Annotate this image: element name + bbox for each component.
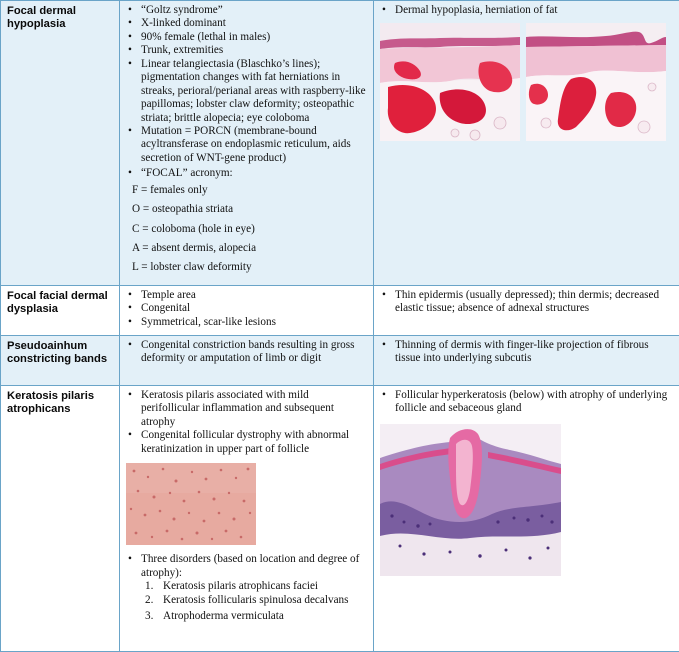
list-item: • Trunk, extremities (126, 44, 368, 57)
histology-list (380, 389, 674, 416)
condition-name: Pseudoainhum constricting bands (1, 336, 120, 386)
list-item: • Dermal hypoplasia, herniation of fat (380, 4, 674, 17)
list-item: • Congenital constriction bands resulting in gross deformity or amputation of limb or digit (126, 339, 368, 366)
list-number: 1. (145, 580, 153, 593)
list-item: • 90% female (lethal in males) (126, 31, 368, 44)
list-item (141, 610, 368, 623)
list-text: Keratosis pilaris atrophicans faciei (163, 580, 318, 592)
histology-cell (374, 336, 679, 386)
list-item: • Linear telangiectasia (Blaschko’s lines); pigmentation changes with fat herniations in streaks, perioral/perianal areas with raspberry-like papillomas; lobster claw deformity; osteopathic striata; brittle alopecia; eye coloboma (126, 58, 368, 125)
list-item: • Congenital follicular dystrophy with abnormal keratinization in upper part of follicle (126, 429, 368, 456)
clinical-photo-keratosis (126, 463, 256, 545)
focal-acronym-list (126, 184, 368, 275)
clinical-cell (120, 336, 374, 386)
histology-list (380, 339, 674, 366)
list-item (141, 580, 368, 593)
clinical-cell (120, 386, 374, 652)
histology-list (380, 4, 674, 17)
histology-image-keratosis (380, 424, 561, 576)
list-number: 3. (145, 610, 153, 623)
histology-images (380, 23, 674, 141)
list-text: Atrophoderma vermiculata (163, 610, 284, 622)
list-item: • Thinning of dermis with finger-like projection of fibrous tissue into underlying subcutis (380, 339, 674, 366)
list-item: • X-linked dominant (126, 17, 368, 30)
list-item: • Symmetrical, scar-like lesions (126, 316, 368, 329)
disorders-list (126, 580, 368, 623)
clinical-list (126, 339, 368, 366)
table-row (1, 286, 679, 336)
histology-cell (374, 1, 679, 286)
list-item: • “FOCAL” acronym: (126, 167, 368, 180)
clinical-list (126, 4, 368, 181)
condition-name: Focal facial dermal dysplasia (1, 286, 120, 336)
list-item: • Congenital (126, 302, 368, 315)
condition-name: Focal dermal hypoplasia (1, 1, 120, 286)
histology-cell (374, 286, 679, 336)
acronym-item: O = osteopathia striata (126, 203, 368, 216)
list-number: 2. (145, 594, 153, 607)
list-item: • Three disorders (based on location and degree of atrophy): (126, 553, 368, 580)
clinical-list (126, 389, 368, 456)
acronym-item: C = coloboma (hole in eye) (126, 223, 368, 236)
list-item (141, 594, 368, 607)
clinical-list (126, 289, 368, 329)
table-row (1, 336, 679, 386)
clinical-list-continued (126, 553, 368, 580)
acronym-item: F = females only (126, 184, 368, 197)
histology-list (380, 289, 674, 316)
histology-image-hypoplasia-1 (380, 23, 520, 141)
list-item: • Thin epidermis (usually depressed); thin dermis; decreased elastic tissue; absence of adnexal structures (380, 289, 674, 316)
list-item: • “Goltz syndrome” (126, 4, 368, 17)
histology-cell (374, 386, 679, 652)
clinical-cell (120, 286, 374, 336)
clinical-cell (120, 1, 374, 286)
table-row (1, 1, 679, 286)
list-item: • Keratosis pilaris associated with mild perifollicular inflammation and subsequent atrophy (126, 389, 368, 429)
list-item: • Mutation = PORCN (membrane-bound acyltransferase on endoplasmic reticulum, aids secretion of WNT-gene product) (126, 125, 368, 165)
list-text: Keratosis follicularis spinulosa decalvans (163, 594, 348, 606)
condition-name: Keratosis pilaris atrophicans (1, 386, 120, 652)
table-row (1, 386, 679, 652)
list-item: • Follicular hyperkeratosis (below) with atrophy of underlying follicle and sebaceous gland (380, 389, 674, 416)
list-item: • Temple area (126, 289, 368, 302)
acronym-item: A = absent dermis, alopecia (126, 242, 368, 255)
histology-image-hypoplasia-2 (526, 23, 666, 141)
acronym-item: L = lobster claw deformity (126, 261, 368, 274)
